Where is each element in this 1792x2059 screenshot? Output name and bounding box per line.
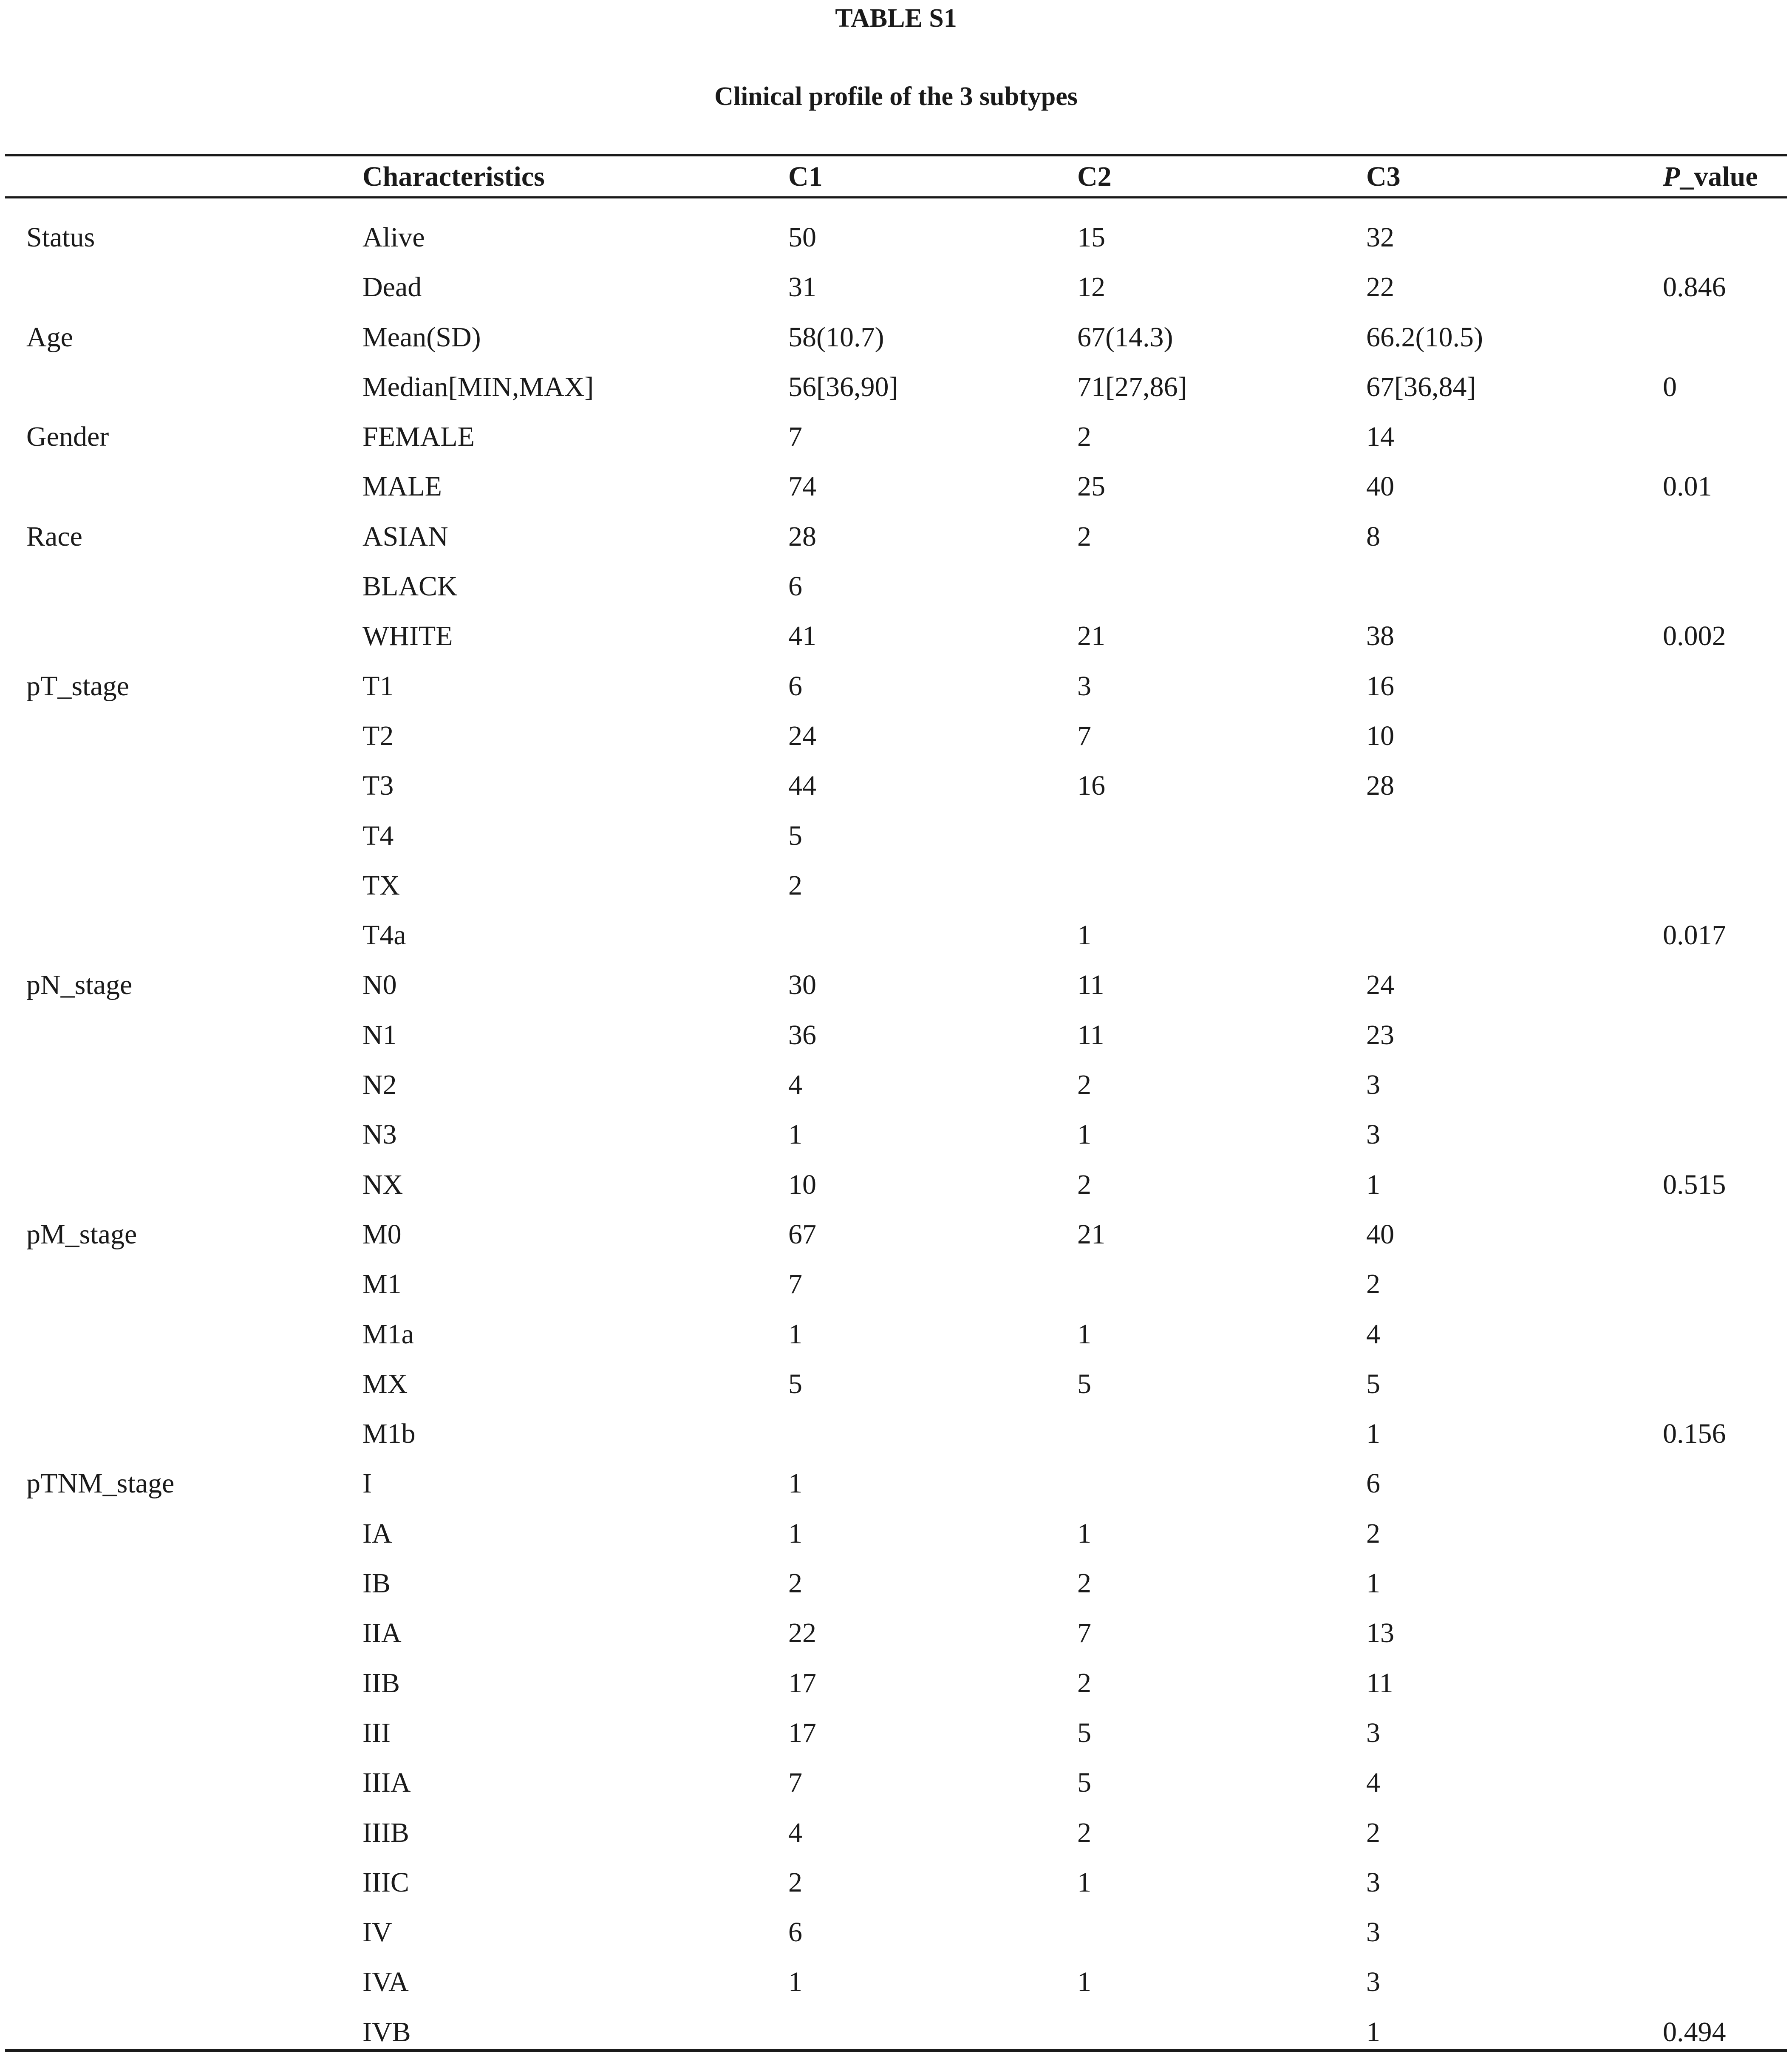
table-label: TABLE S1 <box>835 4 957 33</box>
cell-c3: 1 <box>1366 1418 1380 1450</box>
table-row <box>0 512 1792 561</box>
cell-c2: 1 <box>1077 1966 1091 1998</box>
table-row <box>0 1758 1792 1807</box>
cell-c2: 5 <box>1077 1717 1091 1748</box>
cell-c3: 2 <box>1366 1518 1380 1549</box>
cell-characteristic: Median[MIN,MAX] <box>362 371 594 402</box>
cell-characteristic: IIB <box>362 1667 400 1699</box>
cell-c2: 5 <box>1077 1368 1091 1399</box>
cell-c1: 56[36,90] <box>788 371 898 402</box>
cell-characteristic: WHITE <box>362 620 453 652</box>
table-row <box>0 1858 1792 1907</box>
cell-c2: 1 <box>1077 1318 1091 1350</box>
cell-variable: Gender <box>26 421 109 453</box>
cell-c3: 16 <box>1366 670 1394 702</box>
cell-characteristic: MX <box>362 1368 408 1399</box>
cell-c2: 71[27,86] <box>1077 371 1187 402</box>
cell-c2: 16 <box>1077 770 1105 802</box>
cell-characteristic: N1 <box>362 1019 397 1051</box>
cell-c1: 17 <box>788 1667 816 1699</box>
cell-c3: 3 <box>1366 1966 1380 1998</box>
cell-characteristic: T1 <box>362 670 394 702</box>
cell-c2: 1 <box>1077 920 1091 951</box>
cell-c2: 7 <box>1077 720 1091 751</box>
cell-c2: 3 <box>1077 670 1091 702</box>
cell-c2: 2 <box>1077 1568 1091 1599</box>
cell-characteristic: Alive <box>362 222 425 253</box>
cell-c1: 6 <box>788 670 802 702</box>
cell-c3: 3 <box>1366 1917 1380 1948</box>
table-row <box>0 462 1792 511</box>
table-row <box>0 1808 1792 1858</box>
table-row <box>0 1907 1792 1957</box>
cell-c2: 21 <box>1077 620 1105 652</box>
table-row <box>0 1558 1792 1608</box>
cell-c2: 1 <box>1077 1866 1091 1898</box>
table-row <box>0 1110 1792 1159</box>
cell-c1: 1 <box>788 1318 802 1350</box>
cell-characteristic: I <box>362 1468 372 1499</box>
header-c3: C3 <box>1366 161 1401 192</box>
cell-characteristic: IA <box>362 1518 392 1549</box>
cell-characteristic: FEMALE <box>362 421 475 453</box>
cell-p-value: 0.515 <box>1663 1169 1726 1200</box>
table-row <box>0 811 1792 861</box>
cell-c3: 6 <box>1366 1468 1380 1499</box>
table-row <box>0 1459 1792 1508</box>
cell-c2: 2 <box>1077 421 1091 453</box>
table-top-rule <box>5 154 1787 156</box>
table-row <box>0 412 1792 462</box>
table-row <box>0 1957 1792 2007</box>
cell-c3: 2 <box>1366 1817 1380 1848</box>
cell-c1: 1 <box>788 1518 802 1549</box>
cell-c2: 2 <box>1077 1817 1091 1848</box>
cell-characteristic: Dead <box>362 272 422 303</box>
cell-variable: Race <box>26 521 82 552</box>
table-row <box>0 761 1792 810</box>
cell-p-value: 0.156 <box>1663 1418 1726 1450</box>
cell-p-value: 0.494 <box>1663 2016 1726 2048</box>
table-row <box>0 212 1792 262</box>
cell-c1: 5 <box>788 1368 802 1399</box>
cell-c2: 2 <box>1077 1667 1091 1699</box>
cell-c3: 3 <box>1366 1069 1380 1101</box>
cell-p-value: 0.017 <box>1663 920 1726 951</box>
cell-variable: Age <box>26 321 73 353</box>
cell-c3: 3 <box>1366 1717 1380 1748</box>
cell-c1: 7 <box>788 1269 802 1300</box>
cell-c2: 2 <box>1077 1069 1091 1101</box>
cell-characteristic: IV <box>362 1917 392 1948</box>
cell-c2: 25 <box>1077 471 1105 502</box>
cell-c2: 67(14.3) <box>1077 321 1173 353</box>
cell-c2: 1 <box>1077 1119 1091 1150</box>
cell-c2: 11 <box>1077 1019 1104 1051</box>
table-row <box>0 661 1792 711</box>
cell-characteristic: N0 <box>362 969 397 1001</box>
header-characteristics: Characteristics <box>362 161 545 192</box>
table-row <box>0 1409 1792 1459</box>
table-row <box>0 561 1792 611</box>
cell-characteristic: III <box>362 1717 391 1748</box>
cell-c1: 1 <box>788 1119 802 1150</box>
cell-c1: 36 <box>788 1019 816 1051</box>
cell-c3: 3 <box>1366 1119 1380 1150</box>
table-row <box>0 1259 1792 1309</box>
cell-c3: 10 <box>1366 720 1394 751</box>
cell-characteristic: N3 <box>362 1119 397 1150</box>
cell-c2: 11 <box>1077 969 1104 1001</box>
cell-characteristic: IB <box>362 1568 391 1599</box>
cell-c2: 1 <box>1077 1518 1091 1549</box>
cell-characteristic: IIIC <box>362 1866 409 1898</box>
cell-variable: pM_stage <box>26 1218 137 1250</box>
cell-c2: 15 <box>1077 222 1105 253</box>
table-row <box>0 362 1792 412</box>
cell-c2: 7 <box>1077 1617 1091 1649</box>
table-bottom-rule <box>5 2049 1787 2052</box>
cell-c3: 24 <box>1366 969 1394 1001</box>
table-title: Clinical profile of the 3 subtypes <box>714 82 1078 111</box>
table-row <box>0 1309 1792 1359</box>
cell-c2: 2 <box>1077 1169 1091 1200</box>
cell-p-value: 0 <box>1663 371 1677 402</box>
table-row <box>0 1708 1792 1758</box>
cell-c3: 28 <box>1366 770 1394 802</box>
cell-c1: 7 <box>788 1767 802 1798</box>
table-row <box>0 1509 1792 1558</box>
cell-c1: 58(10.7) <box>788 321 884 353</box>
table-header-rule <box>5 196 1787 198</box>
cell-characteristic: IIIA <box>362 1767 411 1798</box>
cell-c1: 10 <box>788 1169 816 1200</box>
header-p-value-rest: _value <box>1680 161 1758 192</box>
cell-c3: 13 <box>1366 1617 1394 1649</box>
cell-c3: 11 <box>1366 1667 1393 1699</box>
cell-c3: 5 <box>1366 1368 1380 1399</box>
cell-c3: 66.2(10.5) <box>1366 321 1483 353</box>
table-row <box>0 611 1792 661</box>
cell-c1: 74 <box>788 471 816 502</box>
cell-characteristic: M1a <box>362 1318 414 1350</box>
cell-characteristic: M1 <box>362 1269 402 1300</box>
cell-characteristic: NX <box>362 1169 403 1200</box>
cell-characteristic: T2 <box>362 720 394 751</box>
header-p-value <box>1663 157 1758 196</box>
cell-c1: 1 <box>788 1966 802 1998</box>
cell-c3: 40 <box>1366 471 1394 502</box>
cell-c1: 17 <box>788 1717 816 1748</box>
cell-c1: 41 <box>788 620 816 652</box>
cell-c3: 14 <box>1366 421 1394 453</box>
table-row <box>0 1010 1792 1060</box>
table-row <box>0 711 1792 761</box>
cell-c2: 2 <box>1077 521 1091 552</box>
cell-c1: 28 <box>788 521 816 552</box>
cell-c1: 5 <box>788 820 802 851</box>
cell-c3: 32 <box>1366 222 1394 253</box>
cell-characteristic: M0 <box>362 1218 402 1250</box>
header-c2: C2 <box>1077 161 1112 192</box>
cell-c3: 4 <box>1366 1767 1380 1798</box>
cell-characteristic: Mean(SD) <box>362 321 481 353</box>
cell-c1: 30 <box>788 969 816 1001</box>
cell-characteristic: ASIAN <box>362 521 448 552</box>
table-row <box>0 960 1792 1010</box>
cell-c2: 5 <box>1077 1767 1091 1798</box>
cell-c3: 1 <box>1366 1568 1380 1599</box>
cell-c3: 4 <box>1366 1318 1380 1350</box>
cell-c3: 1 <box>1366 2016 1380 2048</box>
cell-characteristic: T4a <box>362 920 406 951</box>
cell-variable: Status <box>26 222 95 253</box>
cell-characteristic: IIIB <box>362 1817 409 1848</box>
cell-variable: pN_stage <box>26 969 133 1001</box>
cell-p-value: 0.002 <box>1663 620 1726 652</box>
header-c1: C1 <box>788 161 823 192</box>
header-p-value-italic: P <box>1663 161 1680 192</box>
cell-characteristic: N2 <box>362 1069 397 1101</box>
cell-characteristic: IIA <box>362 1617 402 1649</box>
table-body <box>0 212 1792 2057</box>
cell-c1: 6 <box>788 571 802 602</box>
cell-variable: pTNM_stage <box>26 1468 175 1499</box>
table-row <box>0 910 1792 960</box>
cell-p-value: 0.01 <box>1663 471 1712 502</box>
table-row <box>0 1359 1792 1409</box>
cell-c3: 23 <box>1366 1019 1394 1051</box>
table-row <box>0 262 1792 312</box>
cell-c1: 22 <box>788 1617 816 1649</box>
table-row <box>0 1608 1792 1658</box>
cell-characteristic: IVA <box>362 1966 409 1998</box>
cell-c1: 4 <box>788 1069 802 1101</box>
cell-c2: 21 <box>1077 1218 1105 1250</box>
cell-c1: 44 <box>788 770 816 802</box>
table-row <box>0 312 1792 362</box>
cell-characteristic: M1b <box>362 1418 416 1450</box>
cell-c1: 31 <box>788 272 816 303</box>
cell-c1: 24 <box>788 720 816 751</box>
cell-c3: 67[36,84] <box>1366 371 1476 402</box>
cell-characteristic: T4 <box>362 820 394 851</box>
cell-c1: 4 <box>788 1817 802 1848</box>
cell-p-value: 0.846 <box>1663 272 1726 303</box>
cell-c1: 50 <box>788 222 816 253</box>
cell-c3: 22 <box>1366 272 1394 303</box>
cell-c3: 8 <box>1366 521 1380 552</box>
cell-c1: 67 <box>788 1218 816 1250</box>
cell-c1: 2 <box>788 869 802 901</box>
table-row <box>0 1209 1792 1259</box>
cell-c3: 38 <box>1366 620 1394 652</box>
cell-characteristic: BLACK <box>362 571 458 602</box>
cell-c2: 12 <box>1077 272 1105 303</box>
table-row <box>0 1160 1792 1209</box>
cell-c3: 40 <box>1366 1218 1394 1250</box>
cell-c3: 1 <box>1366 1169 1380 1200</box>
cell-c1: 7 <box>788 421 802 453</box>
cell-variable: pT_stage <box>26 670 129 702</box>
cell-characteristic: TX <box>362 869 400 901</box>
cell-c3: 2 <box>1366 1269 1380 1300</box>
table-row <box>0 1060 1792 1110</box>
table-row <box>0 1658 1792 1708</box>
cell-characteristic: MALE <box>362 471 442 502</box>
cell-c1: 6 <box>788 1917 802 1948</box>
cell-characteristic: IVB <box>362 2016 411 2048</box>
cell-c1: 2 <box>788 1568 802 1599</box>
cell-c3: 3 <box>1366 1866 1380 1898</box>
table-row <box>0 861 1792 910</box>
cell-c1: 1 <box>788 1468 802 1499</box>
cell-c1: 2 <box>788 1866 802 1898</box>
cell-characteristic: T3 <box>362 770 394 802</box>
